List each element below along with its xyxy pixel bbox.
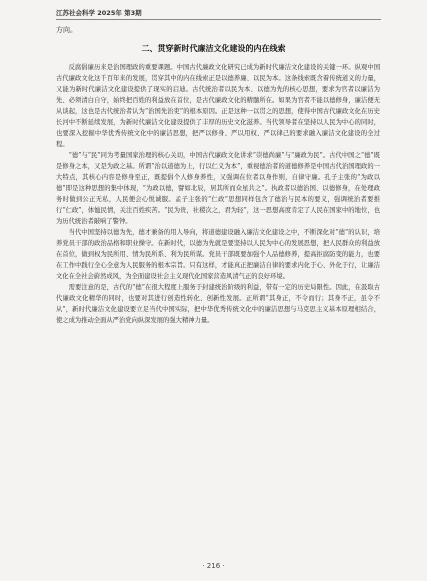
paragraph: 需要注意的是，古代的“德”在很大程度上服务于封建统治阶级的利益，带有一定的历史局限性。因此，在汲取古代廉政文化精华的同时，也要对其进行创造性转化、创新性发展。正所谓“其身正，不令而行；其身不正，虽令不从”，新时代廉洁文化建设要立足当代中国实际，把中华优秀传统文化中的廉洁思想与马克思主义基本原理相结合，使之成为推动全面从严治党向纵深发展的强大精神力量。 [56, 284, 380, 324]
paragraph: 反腐倡廉历来是治国理政的重要课题。中国古代廉政文化研究已成为新时代廉洁文化建设的关键一环。纵观中国古代廉政文化这千百年来的发展，贯穿其中的内在线索正是以德养廉、以民为本。这条线索既含着传统道义的力量，又能为新时代廉洁文化建设提供了现实的启迪。古代统治者以民为本、以德为先的核心思想，要求为官者以廉洁为先、必须清白自守，始终把百姓的利益放在首位，是古代廉政文化的精髓所在。如果为官者不能以德修身，廉洁便无从谈起，这也是古代统治者认为“治国先治吏”的根本原因。正是这种一以贯之的思想，使得中国古代廉政文化在历史长河中不断延续发展，为新时代廉洁文化建设提供了丰厚的历史文化滋养。当代领导者在坚持以人民为中心的同时，也要深入挖掘中华优秀传统文化中的廉洁思想，把严以修身、严以用权、严以律己的要求融入廉洁文化建设的全过程。 [56, 64, 380, 148]
article-body [56, 62, 380, 326]
paragraph: 当代中国坚持以德为先，德才兼备的用人导向，将道德建设融入廉洁文化建设之中，不断深化对“德”的认识，培养党员干部的政治品格和职业操守。在新时代，以德为先就是要坚持以人民为中心的发展思想，把人民群众的利益放在首位，做到权为民所用、情为民所系、利为民所谋。党员干部既要加强个人品德修养，提高拒腐防变的能力，也要在工作中践行全心全意为人民服务的根本宗旨。只有这样，才能真正把廉洁自律的要求内化于心、外化于行，让廉洁文化在全社会蔚然成风，为全面建设社会主义现代化国家营造风清气正的良好环境。 [56, 229, 380, 280]
journal-running-header: 江苏社会科学 2025年 第3期 [56, 9, 142, 17]
paragraph: “德”与“民”同为考量国家治理的核心关切，中国古代廉政文化讲求“崇德尚廉”与“廉政为民”。古代中国之“德”既是修身之本，又是为政之基。所谓“治以道德为上，行以仁义为本”，重视德治者的道德修养是中国古代治国理政的一大特点，其核心内容是修身至正，既提倡个人修身养性，又强调在位者以身作则，自律守廉。孔子主张的“为政以德”即是这种思想的集中体现，“为政以德，譬如北辰，居其所而众星共之”。执政者以德治国、以德修身，在处理政务时做到公正无私，人民便会心悦诚服。孟子主张的“仁政”思想同样包含了德治与民本的要义，强调统治者要推行“仁政”，体恤民情，关注百姓疾苦。“民为贵，社稷次之，君为轻”，这一思想高度肯定了人民在国家中的地位，也为历代统治者敲响了警钟。 [56, 152, 380, 225]
intro-fragment: 方向。 [56, 26, 77, 34]
section-heading: 二、贯穿新时代廉洁文化建设的内在线索 [141, 44, 286, 53]
header-divider [56, 19, 381, 20]
page-number: · 216 · [202, 562, 225, 570]
